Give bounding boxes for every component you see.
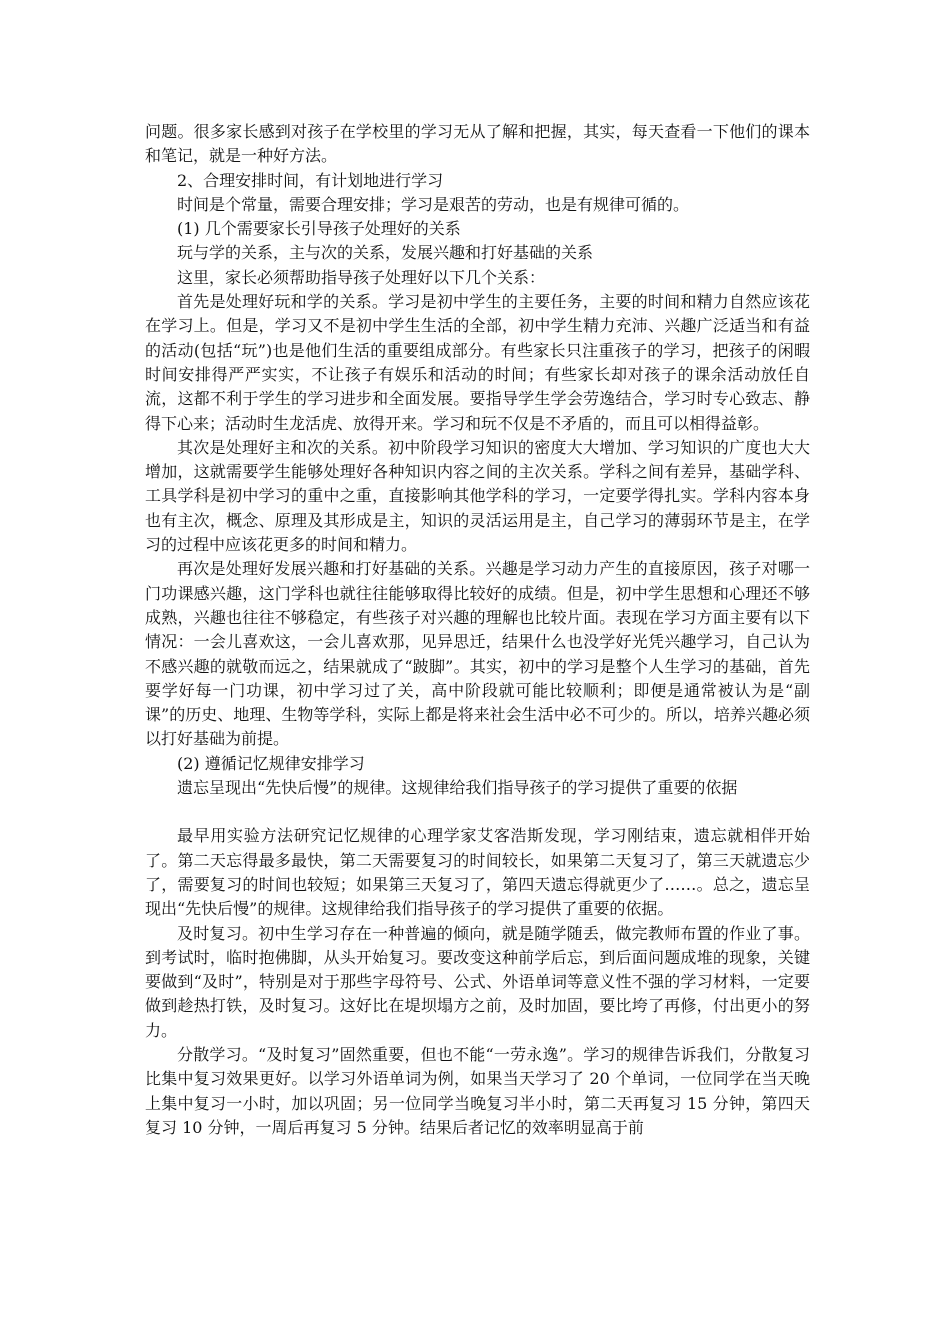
- document-body: [145, 120, 810, 1140]
- paragraph-intro-continuation: 问题。很多家长感到对孩子在学校里的学习无从了解和把握，其实，每天查看一下他们的课本和笔记，就是一种好方法。: [145, 122, 810, 166]
- section-heading-time-planning: 2、合理安排时间，有计划地进行学习: [177, 170, 444, 190]
- paragraph-parents-guide: 这里，家长必须帮助指导孩子处理好以下几个关系：: [177, 267, 546, 287]
- paragraph-timely-review: 及时复习。初中生学习存在一种普遍的倾向，就是随学随丢，做完教师布置的作业了事。到考试时，临时抱佛脚，从头开始复习。要改变这种前学后忘，到后面问题成堆的现象，关键要做到“及时”，特别是对于那些字母符号、公式、外语单词等意义性不强的学习材料，一定要做到趁热打铁，及时复习。这好比在堤坝塌方之前，及时加固，要比垮了再修，付出更小的努力。: [145, 923, 810, 1040]
- paragraph-play-and-study: 首先是处理好玩和学的关系。学习是初中学生的主要任务，主要的时间和精力自然应该花在学习上。但是，学习又不是初中学生生活的全部，初中学生精力充沛、兴趣广泛适当和有益的活动(包括“玩”)也是他们生活的重要组成部分。有些家长只注重孩子的学习，把孩子的闲暇时间安排得严严实实，不让孩子有娱乐和活动的时间；有些家长却对孩子的课余活动放任自流，这都不利于学生的学习进步和全面发展。要指导学生学会劳逸结合，学习时专心致志、静得下心来；活动时生龙活虎、放得开来。学习和玩不仅是不矛盾的，而且可以相得益彰。: [145, 292, 810, 433]
- subheading-memory-rules: (2) 遵循记忆规律安排学习: [177, 753, 365, 773]
- subheading-relationships: (1) 几个需要家长引导孩子处理好的关系: [177, 219, 461, 239]
- paragraph-distributed-study: 分散学习。“及时复习”固然重要，但也不能“一劳永逸”。学习的规律告诉我们，分散复习比集中复习效果更好。以学习外语单词为例，如果当天学习了 20 个单词，一位同学在当天晚上集中复习一小时，加以巩固；另一位同学当晚复习半小时，第二天再复习 15 分钟，第四天复习 10 分钟，一周后再复习 5 分钟。结果后者记忆的效率明显高于前: [145, 1044, 810, 1137]
- blank-line: [145, 800, 810, 824]
- paragraph-interest-foundation: 再次是处理好发展兴趣和打好基础的关系。兴趣是学习动力产生的直接原因，孩子对哪一门功课感兴趣，这门学科也就往往能够取得比较好的成绩。但是，初中学生思想和心理还不够成熟，兴趣也往往不够稳定，有些孩子对兴趣的理解也比较片面。表现在学习方面主要有以下情况：一会儿喜欢这，一会儿喜欢那，见异思迁，结果什么也没学好光凭兴趣学习，自己认为不感兴趣的就敬而远之，结果就成了“跛脚”。其实，初中的学习是整个人生学习的基础，首先要学好每一门功课，初中学习过了关，高中阶段就可能比较顺利；即便是通常被认为是“副课”的历史、地理、生物等学科，实际上都是将来社会生活中必不可少的。所以，培养兴趣必须以打好基础为前提。: [145, 559, 810, 749]
- paragraph-forgetting-rule: 遗忘呈现出“先快后慢”的规律。这规律给我们指导孩子的学习提供了重要的依据: [177, 778, 738, 798]
- paragraph-relationships-list: 玩与学的关系，主与次的关系，发展兴趣和打好基础的关系: [177, 243, 594, 263]
- paragraph-ebbinghaus: 最早用实验方法研究记忆规律的心理学家艾客浩斯发现，学习刚结束，遗忘就相伴开始了。第二天忘得最多最快，第二天需要复习的时间较长，如果第二天复习了，第三天就遗忘少了，需要复习的时间也较短；如果第三天复习了，第四天遗忘得就更少了……。总之，遗忘呈现出“先快后慢”的规律。这规律给我们指导孩子的学习提供了重要的依据。: [145, 826, 810, 919]
- paragraph-primary-secondary: 其次是处理好主和次的关系。初中阶段学习知识的密度大大增加、学习知识的广度也大大增加，这就需要学生能够处理好各种知识内容之间的主次关系。学科之间有差异，基础学科、工具学科是初中学习的重中之重，直接影响其他学科的学习，一定要学得扎实。学科内容本身也有主次，概念、原理及其形成是主，知识的灵活运用是主，自己学习的薄弱环节是主，在学习的过程中应该花更多的时间和精力。: [145, 437, 810, 555]
- paragraph-time-constant: 时间是个常量，需要合理安排；学习是艰苦的劳动，也是有规律可循的。: [177, 194, 690, 214]
